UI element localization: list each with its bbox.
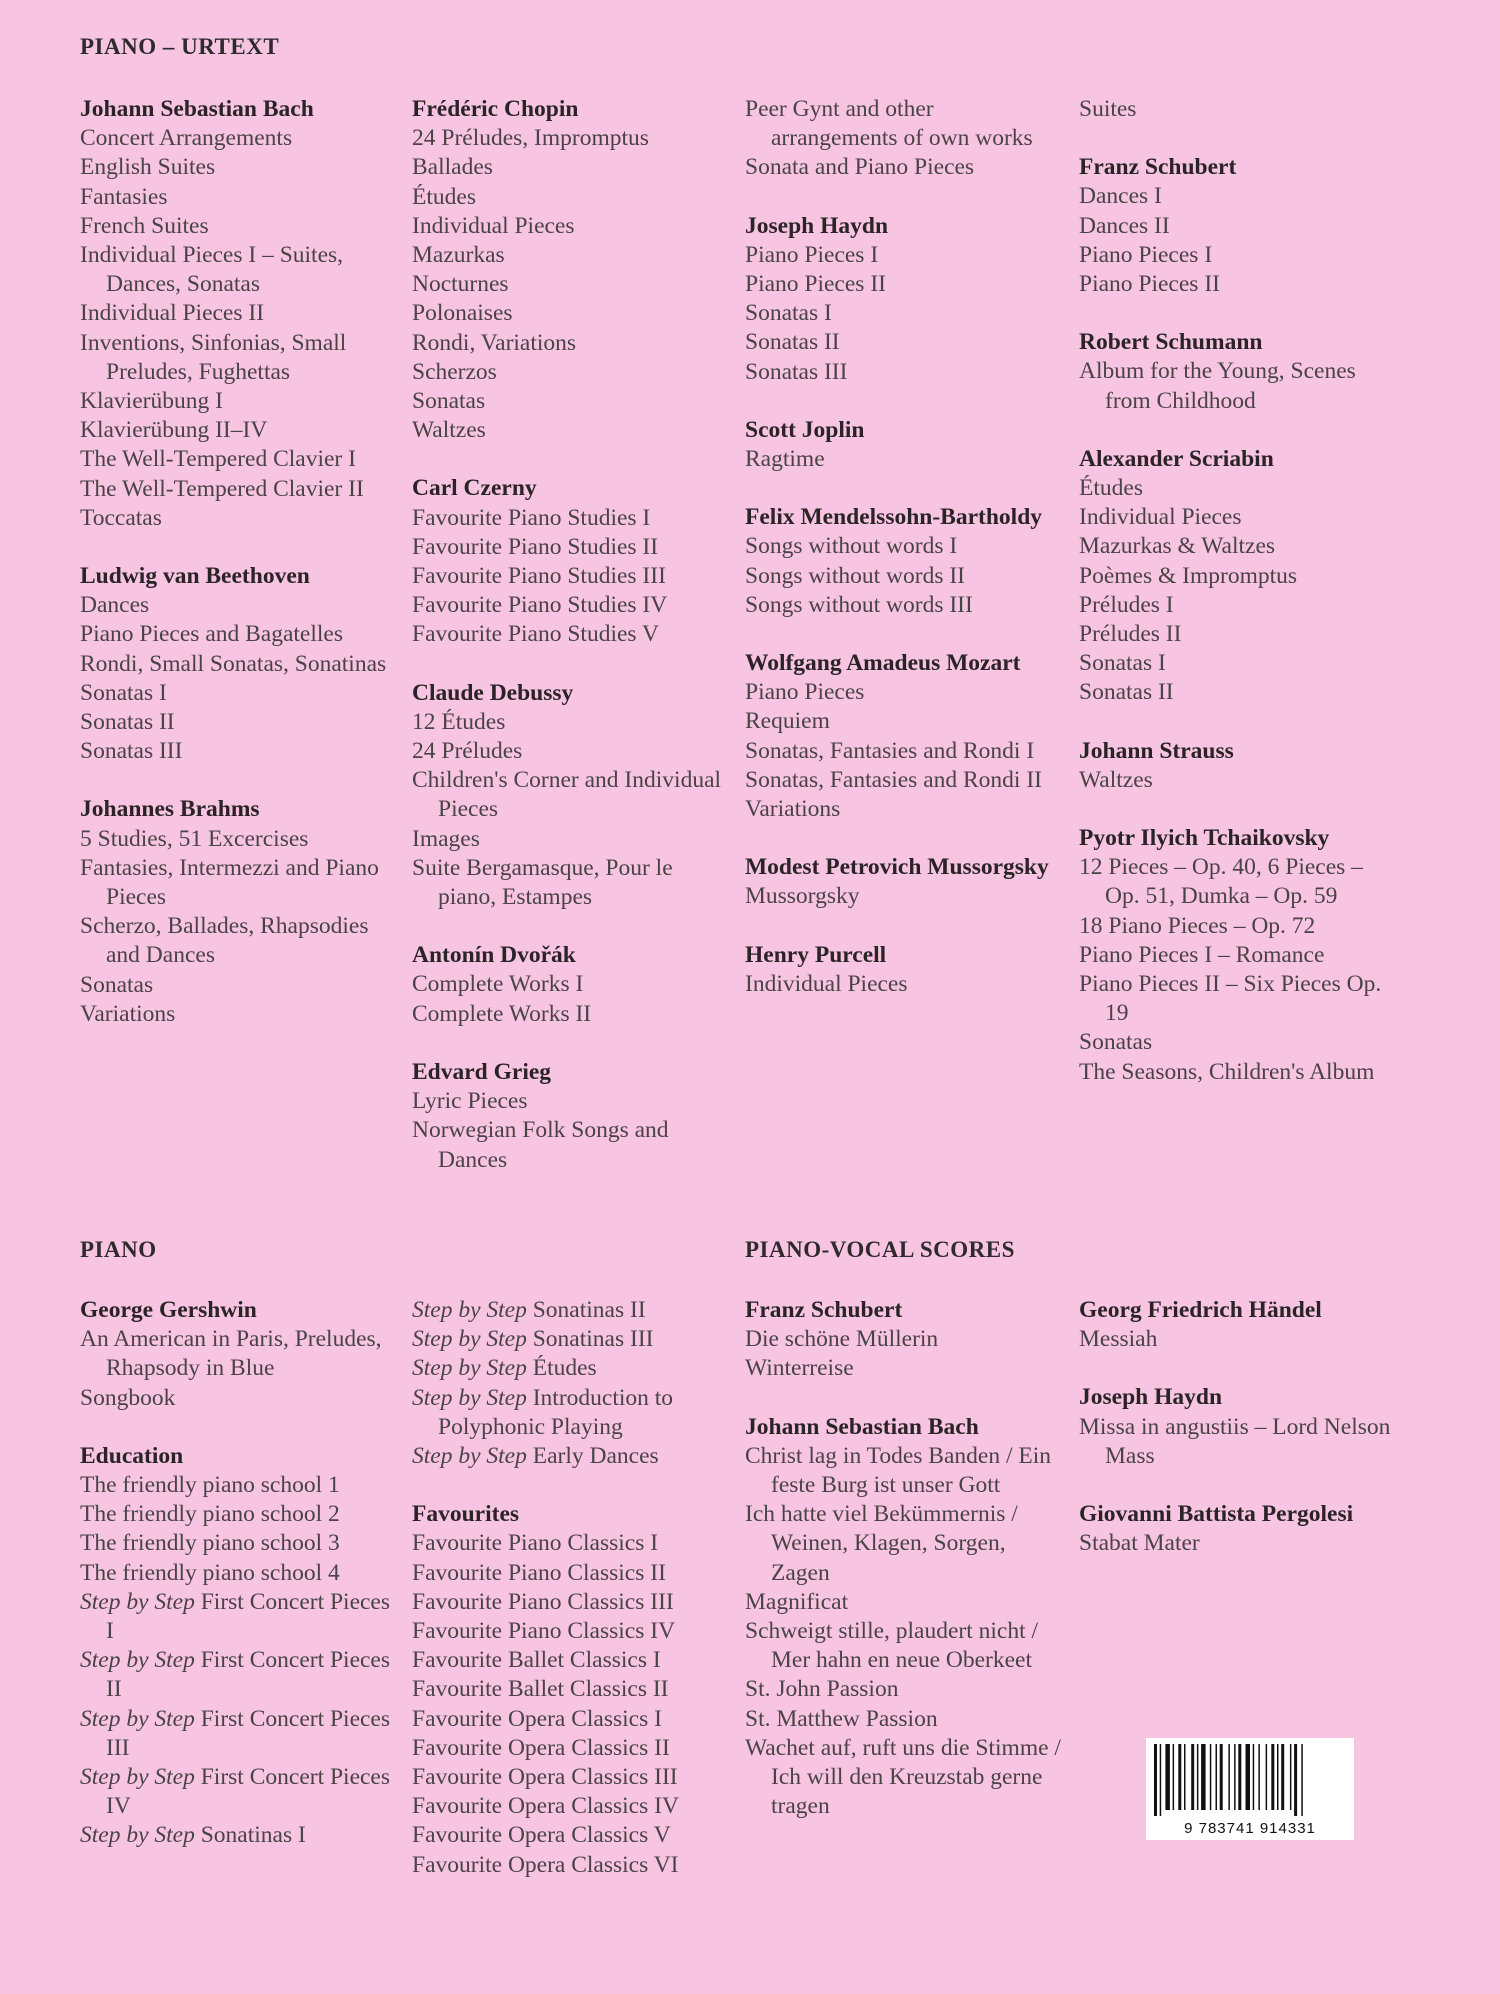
edition-title: Sonatas, Fantasies and Rondi II	[745, 766, 1042, 793]
composer-name: Giovanni Battista Pergolesi	[1079, 1501, 1354, 1528]
composer-name: Ludwig van Beethoven	[80, 563, 310, 590]
edition-title: Step by Step Sonatinas II	[412, 1297, 646, 1323]
edition-title: Peer Gynt and other arrangements of own works	[745, 96, 1033, 152]
edition-title: Individual Pieces	[1079, 504, 1242, 531]
edition-title: Sonatas, Fantasies and Rondi I	[745, 737, 1035, 764]
barcode-bar	[1210, 1744, 1212, 1810]
composer-name: Edvard Grieg	[412, 1058, 552, 1085]
barcode-bar	[1271, 1744, 1274, 1810]
edition-title: Die schöne Müllerin	[745, 1326, 939, 1353]
series-name: Step by Step	[412, 1355, 527, 1382]
piano-column-2	[412, 1296, 732, 1909]
series-name: Step by Step	[80, 1764, 195, 1791]
vocal-column-2	[1079, 1296, 1399, 1587]
edition-title: Préludes II	[1079, 621, 1182, 648]
barcode-bar	[1173, 1744, 1175, 1810]
composer-group	[1079, 1296, 1399, 1354]
edition-title: Favourite Opera Classics III	[412, 1764, 678, 1791]
edition-title: Favourite Ballet Classics I	[412, 1647, 661, 1674]
composer-group	[1079, 824, 1399, 1087]
edition-title: Songbook	[80, 1384, 176, 1411]
edition-title: Favourite Opera Classics II	[412, 1734, 670, 1761]
edition-title: The Well-Tempered Clavier II	[80, 475, 364, 502]
barcode-bar	[1165, 1744, 1170, 1810]
urtext-column-4	[1079, 95, 1399, 1116]
composer-name: Pyotr Ilyich Tchaikovsky	[1079, 825, 1330, 852]
composer-group	[745, 1413, 1065, 1822]
edition-title: Individual Pieces	[412, 212, 575, 239]
composer-group	[745, 95, 1065, 183]
edition-title: Piano Pieces I	[1079, 241, 1213, 268]
edition-title: Favourite Piano Classics I	[412, 1530, 659, 1557]
composer-group	[1079, 153, 1399, 299]
edition-title: Sonatas	[80, 971, 154, 998]
edition-title: Sonatas III	[80, 738, 183, 765]
edition-title: Sonatas I	[1079, 650, 1166, 677]
edition-title: Piano Pieces and Bagatelles	[80, 621, 343, 648]
composer-group	[1079, 737, 1399, 795]
edition-title: Norwegian Folk Songs and Dances	[412, 1117, 669, 1173]
edition-title: Études	[412, 183, 476, 210]
barcode-bar	[1238, 1744, 1241, 1810]
composer-name: Franz Schubert	[1079, 154, 1237, 181]
composer-name: Education	[80, 1442, 184, 1469]
composer-name: George Gershwin	[80, 1297, 257, 1323]
composer-group	[80, 795, 400, 1029]
composer-name: Frédéric Chopin	[412, 96, 579, 122]
edition-title: 5 Studies, 51 Excercises	[80, 825, 309, 852]
edition-title: Songs without words III	[745, 591, 973, 618]
barcode-number: 9 783741 914331	[1184, 1820, 1316, 1837]
composer-group	[412, 679, 732, 913]
barcode-bar	[1228, 1744, 1230, 1810]
edition-title: Messiah	[1079, 1326, 1158, 1353]
edition-title: The friendly piano school 3	[80, 1530, 340, 1557]
composer-name: Johann Sebastian Bach	[745, 1413, 979, 1440]
edition-title: Sonatas II	[80, 709, 175, 736]
composer-name: Modest Petrovich Mussorgsky	[745, 854, 1049, 881]
edition-title: Études	[1079, 475, 1143, 502]
edition-title: 24 Préludes	[412, 738, 523, 765]
edition-title: Step by Step Introduction to Polyphonic Playing	[412, 1384, 674, 1440]
edition-title: Lyric Pieces	[412, 1088, 528, 1115]
edition-title: 12 Pieces – Op. 40, 6 Pieces – Op. 51, Dumka – Op. 59	[1079, 854, 1363, 910]
edition-title: Dances II	[1079, 212, 1170, 239]
edition-title: Sonatas	[412, 388, 486, 415]
composer-group	[412, 941, 732, 1029]
series-name: Step by Step	[80, 1822, 195, 1849]
edition-title: Fantasies, Intermezzi and Piano Pieces	[80, 854, 379, 911]
composer-group	[745, 853, 1065, 911]
edition-title: Songs without words I	[745, 533, 958, 560]
edition-title: Sonatas I	[745, 300, 832, 327]
composer-group	[745, 941, 1065, 999]
edition-title: Requiem	[745, 708, 830, 735]
composer-name: Alexander Scriabin	[1079, 445, 1274, 472]
edition-title: Wachet auf, ruft uns die Stimme / Ich will den Kreuzstab gerne tragen	[745, 1734, 1061, 1820]
composer-group	[1079, 1383, 1399, 1471]
series-name: Step by Step	[412, 1326, 527, 1353]
composer-name: Johann Strauss	[1079, 737, 1234, 764]
barcode-bar	[1197, 1744, 1199, 1810]
edition-title: Rondi, Variations	[412, 329, 577, 356]
edition-title: Variations	[745, 796, 841, 823]
barcode-bar	[1184, 1744, 1186, 1810]
barcode	[1146, 1738, 1354, 1840]
composer-group	[745, 212, 1065, 387]
edition-title: Piano Pieces II	[1079, 271, 1220, 298]
barcode-bar	[1154, 1744, 1157, 1816]
edition-title: Piano Pieces II	[745, 271, 886, 298]
edition-title: Favourite Ballet Classics II	[412, 1676, 669, 1703]
composer-group	[1079, 95, 1399, 124]
edition-title: Dances	[80, 592, 150, 619]
edition-title: Mazurkas	[412, 242, 505, 269]
edition-title: Step by Step Études	[412, 1355, 597, 1382]
edition-title: Children's Corner and Individual Pieces	[412, 767, 722, 823]
edition-title: Favourite Piano Studies I	[412, 504, 651, 531]
composer-name: Scott Joplin	[745, 416, 865, 443]
series-name: Step by Step	[80, 1588, 195, 1615]
barcode-bar	[1160, 1744, 1162, 1816]
composer-group	[745, 649, 1065, 824]
edition-title: Variations	[80, 1000, 176, 1027]
edition-title: Favourite Piano Studies V	[412, 621, 659, 648]
edition-title: Step by Step First Concert Pieces II	[80, 1647, 391, 1703]
barcode-bar	[1266, 1744, 1268, 1810]
barcode-bar	[1191, 1744, 1194, 1810]
series-name: Step by Step	[80, 1647, 195, 1674]
edition-title: French Suites	[80, 212, 209, 239]
edition-title: Individual Pieces I – Suites, Dances, Sonatas	[80, 242, 344, 298]
edition-title: The Seasons, Children's Album	[1079, 1058, 1375, 1085]
edition-title: An American in Paris, Preludes, Rhapsody in Blue	[80, 1326, 382, 1382]
composer-name: Antonín Dvořák	[412, 942, 576, 969]
vocal-column-1	[745, 1296, 1065, 1850]
edition-title: Piano Pieces II – Six Pieces Op. 19	[1079, 971, 1382, 1027]
edition-title: The friendly piano school 2	[80, 1501, 340, 1528]
edition-title: Piano Pieces I	[745, 241, 879, 268]
edition-title: Waltzes	[412, 417, 486, 444]
edition-title: Suites	[1079, 96, 1137, 122]
edition-title: Préludes I	[1079, 591, 1174, 618]
edition-title: Winterreise	[745, 1355, 854, 1382]
section-title-piano: PIANO	[80, 1237, 157, 1262]
edition-title: Waltzes	[1079, 766, 1153, 793]
edition-title: The Well-Tempered Clavier I	[80, 446, 356, 473]
composer-group	[412, 95, 732, 445]
edition-title: Ragtime	[745, 446, 825, 473]
edition-title: Complete Works II	[412, 1000, 592, 1027]
composer-group	[80, 1296, 400, 1413]
barcode-bars	[1146, 1738, 1354, 1818]
edition-title: Christ lag in Todes Banden / Ein feste Burg ist unser Gott	[745, 1442, 1052, 1499]
composer-name: Robert Schumann	[1079, 329, 1263, 356]
urtext-column-3	[745, 95, 1065, 1028]
edition-title: Fantasies	[80, 183, 168, 210]
edition-title: Favourite Piano Studies IV	[412, 592, 668, 619]
section-title-vocal: PIANO-VOCAL SCORES	[745, 1237, 1015, 1262]
series-name: Step by Step	[80, 1705, 195, 1732]
edition-title: Favourite Opera Classics IV	[412, 1793, 679, 1820]
edition-title: Scherzo, Ballades, Rhapsodies and Dances	[80, 913, 369, 969]
composer-name: Johann Sebastian Bach	[80, 96, 314, 122]
barcode-bar	[1294, 1744, 1297, 1816]
edition-title: Favourite Piano Classics II	[412, 1559, 666, 1586]
composer-name: Joseph Haydn	[745, 212, 889, 239]
edition-title: Concert Arrangements	[80, 125, 293, 152]
edition-title: 12 Études	[412, 708, 506, 735]
edition-title: St. John Passion	[745, 1676, 899, 1703]
edition-title: Favourite Opera Classics V	[412, 1822, 671, 1849]
edition-title: Toccatas	[80, 504, 162, 531]
edition-title: Ballades	[412, 154, 493, 181]
composer-group	[412, 1500, 732, 1880]
piano-column-1	[80, 1296, 400, 1880]
edition-title: Poèmes & Impromptus	[1079, 562, 1298, 589]
edition-title: Sonata and Piano Pieces	[745, 154, 975, 181]
composer-name: Joseph Haydn	[1079, 1384, 1223, 1411]
composer-group	[1079, 445, 1399, 708]
edition-title: Sonatas II	[1079, 679, 1174, 706]
edition-title: Album for the Young, Scenes from Childhood	[1079, 358, 1356, 414]
composer-name: Favourites	[412, 1501, 520, 1528]
series-name: Step by Step	[412, 1297, 527, 1323]
edition-title: Favourite Opera Classics I	[412, 1705, 662, 1732]
edition-title: Inventions, Sinfonias, Small Preludes, Fughettas	[80, 329, 347, 385]
edition-title: Sonatas III	[745, 358, 848, 385]
barcode-bar	[1258, 1744, 1260, 1810]
composer-name: Wolfgang Amadeus Mozart	[745, 650, 1021, 677]
edition-title: Stabat Mater	[1079, 1530, 1200, 1557]
composer-group	[745, 416, 1065, 474]
edition-title: 24 Préludes, Impromptus	[412, 125, 649, 152]
composer-group	[1079, 1500, 1399, 1558]
edition-title: Suite Bergamasque, Pour le piano, Estampes	[412, 854, 673, 911]
composer-group	[412, 1296, 732, 1471]
section-title-urtext: PIANO – URTEXT	[80, 34, 280, 59]
edition-title: Mazurkas & Waltzes	[1079, 533, 1276, 560]
edition-title: Complete Works I	[412, 971, 584, 998]
edition-title: Klavierübung II–IV	[80, 417, 268, 444]
edition-title: Favourite Opera Classics VI	[412, 1851, 679, 1878]
composer-group	[80, 95, 400, 533]
edition-title: Piano Pieces I – Romance	[1079, 941, 1325, 968]
edition-title: Mussorgsky	[745, 883, 860, 910]
composer-group	[745, 1296, 1065, 1384]
edition-title: St. Matthew Passion	[745, 1705, 938, 1732]
edition-title: 18 Piano Pieces – Op. 72	[1079, 912, 1316, 939]
edition-title: Sonatas I	[80, 679, 167, 706]
edition-title: Favourite Piano Studies III	[412, 563, 666, 590]
barcode-bar	[1220, 1744, 1223, 1810]
composer-name: Claude Debussy	[412, 679, 574, 706]
edition-title: The friendly piano school 1	[80, 1472, 340, 1499]
barcode-bar	[1301, 1744, 1303, 1816]
edition-title: Images	[412, 825, 480, 852]
series-name: Step by Step	[412, 1443, 527, 1470]
edition-title: Ich hatte viel Bekümmernis / Weinen, Klagen, Sorgen, Zagen	[745, 1501, 1018, 1586]
edition-title: Nocturnes	[412, 271, 509, 298]
edition-title: Rondi, Small Sonatas, Sonatinas	[80, 650, 387, 677]
urtext-column-2	[412, 95, 732, 1204]
barcode-bar	[1290, 1744, 1292, 1810]
edition-title: Dances I	[1079, 183, 1162, 210]
barcode-bar	[1216, 1744, 1218, 1810]
barcode-bar	[1234, 1744, 1236, 1810]
composer-group	[412, 474, 732, 649]
edition-title: Individual Pieces	[745, 970, 908, 997]
edition-title: Step by Step First Concert Pieces I	[80, 1588, 391, 1645]
edition-title: Step by Step Sonatinas III	[412, 1326, 654, 1353]
series-name: Step by Step	[412, 1384, 527, 1411]
composer-name: Johannes Brahms	[80, 796, 260, 823]
barcode-bar	[1253, 1744, 1255, 1810]
barcode-bar	[1277, 1744, 1279, 1810]
edition-title: Songs without words II	[745, 562, 965, 589]
edition-title: Favourite Piano Classics IV	[412, 1618, 676, 1645]
edition-title: Step by Step Sonatinas I	[80, 1822, 306, 1849]
edition-title: Magnificat	[745, 1588, 849, 1615]
edition-title: Step by Step Early Dances	[412, 1443, 659, 1470]
composer-name: Felix Mendelssohn-Bartholdy	[745, 504, 1043, 531]
composer-group	[80, 562, 400, 766]
edition-title: Klavierübung I	[80, 388, 223, 415]
edition-title: The friendly piano school 4	[80, 1559, 340, 1586]
barcode-bar	[1281, 1744, 1284, 1810]
edition-title: Step by Step First Concert Pieces IV	[80, 1764, 391, 1820]
edition-title: Step by Step First Concert Pieces III	[80, 1705, 391, 1761]
composer-name: Georg Friedrich Händel	[1079, 1297, 1322, 1323]
urtext-column-1	[80, 95, 400, 1058]
edition-title: Sonatas	[1079, 1029, 1153, 1056]
edition-title: Scherzos	[412, 358, 497, 385]
composer-group	[745, 503, 1065, 620]
barcode-bar	[1178, 1744, 1181, 1810]
composer-name: Franz Schubert	[745, 1297, 903, 1323]
edition-title: Schweigt stille, plaudert nicht / Mer hahn en neue Oberkeet	[745, 1618, 1039, 1674]
edition-title: Missa in angustiis – Lord Nelson Mass	[1079, 1413, 1391, 1469]
edition-title: Piano Pieces	[745, 679, 865, 706]
edition-title: Favourite Piano Classics III	[412, 1588, 674, 1615]
edition-title: Sonatas II	[745, 329, 840, 356]
barcode-bar	[1201, 1744, 1206, 1810]
composer-name: Henry Purcell	[745, 941, 887, 968]
edition-title: Individual Pieces II	[80, 300, 265, 327]
edition-title: Favourite Piano Studies II	[412, 533, 659, 560]
composer-group	[80, 1442, 400, 1851]
barcode-bar	[1246, 1744, 1251, 1810]
composer-group	[412, 1058, 732, 1175]
edition-title: Polonaises	[412, 300, 513, 327]
composer-group	[1079, 328, 1399, 416]
composer-name: Carl Czerny	[412, 475, 537, 502]
edition-title: English Suites	[80, 154, 216, 181]
